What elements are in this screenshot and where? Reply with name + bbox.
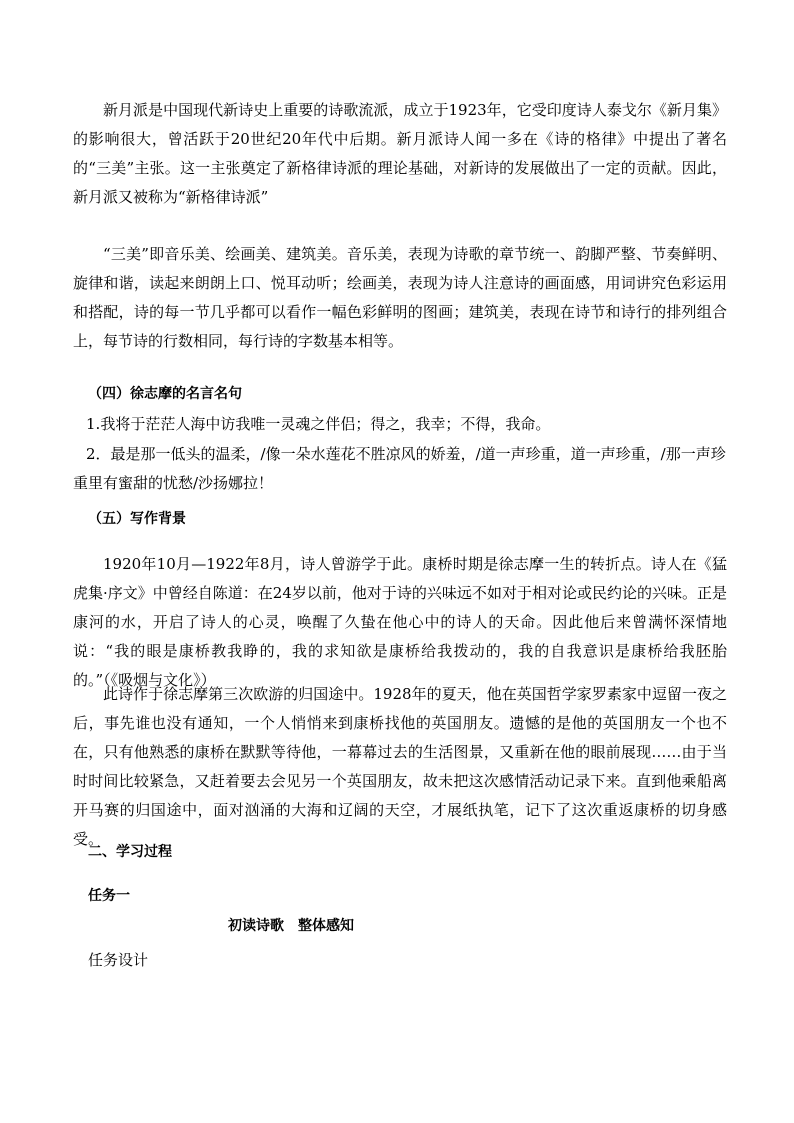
paragraph-background-cambridge: 1920年10月—1922年8月，诗人曾游学于此。康桥时期是徐志摩一生的转折点。诗人在《猛虎集·序文》中曾经自陈道：在24岁以前，他对于诗的兴味远不如对于相对论或民约论的兴味。正是康河的水，开启了诗人的心灵，唤醒了久蛰在他心中的诗人的天命。因此他后来曾满怀深情地说：“我的眼是康桥教我睁的，我的求知欲是康桥给我拨动的，我的自我意识是康桥给我胚胎的。”（《吸烟与文化》）: [73, 555, 727, 689]
quote-item-text: 最是那一低头的温柔，/像一朵水莲花不胜凉风的娇羞，/道一声珍重，道一声珍重，/那一声珍重里有蜜甜的忧愁/沙扬娜拉！: [73, 445, 726, 492]
task-one-title: 初读诗歌 整体感知: [228, 918, 354, 934]
quote-item-1: [73, 410, 727, 439]
quote-item-text: 我将于茫茫人海中访我唯一灵魂之伴侣；得之，我幸；不得，我命。: [100, 415, 551, 433]
quote-item-number: 2．: [86, 445, 111, 463]
section-two-heading: 二、学习过程: [88, 844, 172, 860]
paragraph-new-moon-school: 新月派是中国现代新诗史上重要的诗歌流派，成立于1923年，它受印度诗人泰戈尔《新月集》的影响很大，曾活跃于20世纪20年代中后期。新月派诗人闻一多在《诗的格律》中提出了著名的“三美”主张。这一主张奠定了新格律诗派的理论基础，对新诗的发展做出了一定的贡献。因此，新月派又被称为“新格律诗派”: [73, 101, 727, 206]
paragraph-background-journey: 此诗作于徐志摩第三次欧游的归国途中。1928年的夏天，他在英国哲学家罗素家中逗留一夜之后，事先谁也没有通知，一个人悄悄来到康桥找他的英国朋友。遗憾的是他的英国朋友一个也不在，只有他熟悉的康桥在默默等待他，一幕幕过去的生活图景，又重新在他的眼前展现……由于当时时间比较紧急，又赶着要去会见另一个英国朋友，故未把这次感情活动记录下来。直到他乘船离开马赛的归国途中，面对汹涌的大海和辽阔的天空，才展纸执笔，记下了这次重返康桥的切身感受。: [73, 685, 727, 848]
quote-item-2: [73, 440, 727, 498]
section-five-heading: （五）写作背景: [88, 511, 186, 527]
task-design-label: 任务设计: [88, 951, 149, 969]
quote-item-number: 1.: [86, 415, 101, 433]
paragraph-three-beauties: “三美”即音乐美、绘画美、建筑美。音乐美，表现为诗歌的章节统一、韵脚严整、节奏鲜明、旋律和谐，读起来朗朗上口、悦耳动听；绘画美，表现为诗人注意诗的画面感，用词讲究色彩运用和搭配，诗的每一节几乎都可以看作一幅色彩鲜明的图画；建筑美，表现在诗节和诗行的排列组合上，每节诗的行数相同，每行诗的字数基本相等。: [73, 245, 727, 350]
section-four-heading: （四）徐志摩的名言名句: [88, 386, 242, 402]
task-one-label: 任务一: [88, 888, 130, 904]
